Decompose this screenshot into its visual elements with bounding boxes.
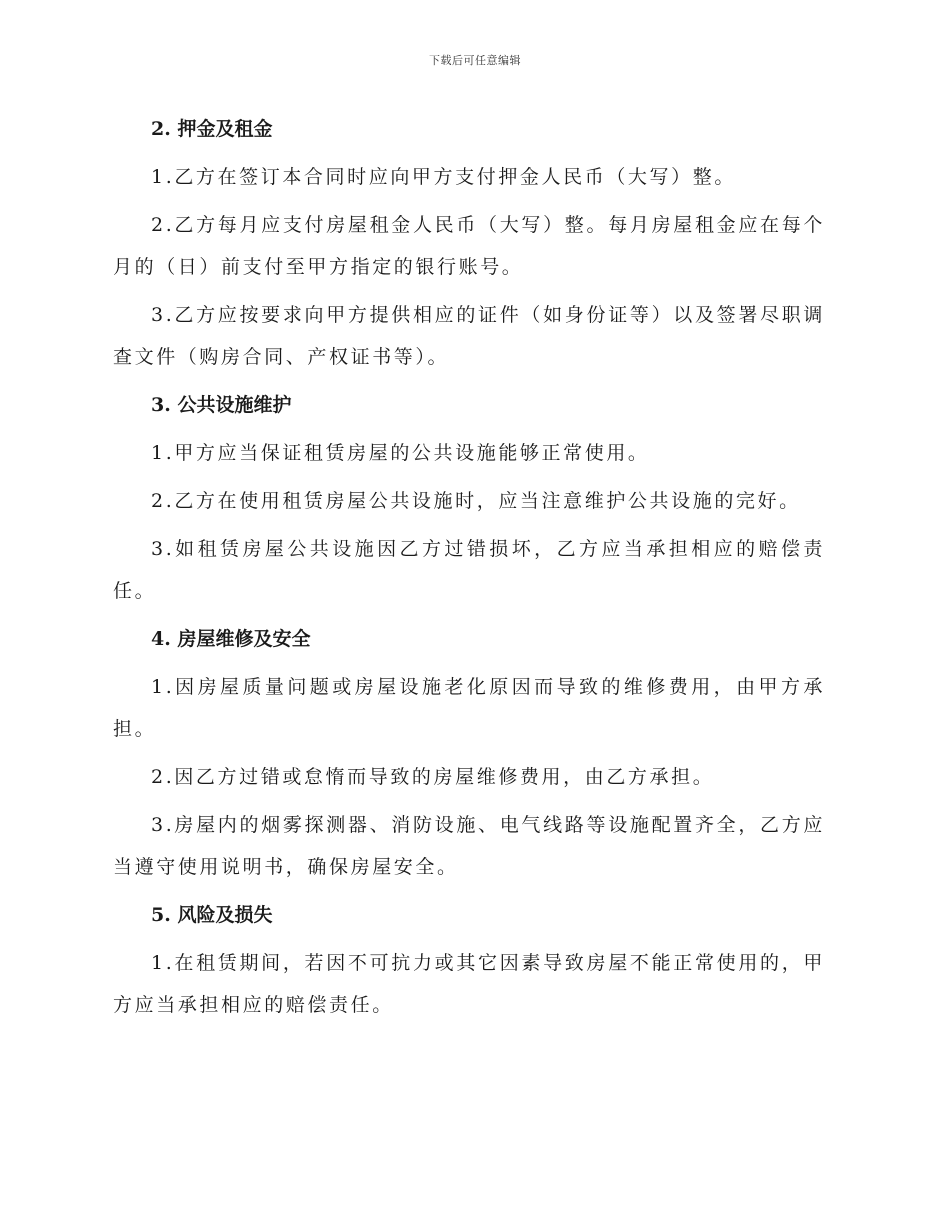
paragraph: 2.乙方在使用租赁房屋公共设施时，应当注意维护公共设施的完好。 bbox=[151, 490, 801, 512]
section-repair-and-safety bbox=[113, 618, 825, 888]
page-header: 下载后可任意编辑 bbox=[429, 54, 521, 67]
document-body bbox=[113, 108, 825, 1032]
section-deposit-and-rent bbox=[113, 108, 825, 378]
paragraph: 1.甲方应当保证租赁房屋的公共设施能够正常使用。 bbox=[151, 442, 650, 464]
paragraph: 1.在租赁期间，若因不可抗力或其它因素导致房屋不能正常使用的，甲方应当承担相应的赔偿责任。 bbox=[113, 952, 825, 1016]
section-heading: 5. 风险及损失 bbox=[151, 904, 273, 926]
paragraph: 1.乙方在签订本合同时应向甲方支付押金人民币（大写）整。 bbox=[151, 166, 736, 188]
paragraph: 3.房屋内的烟雾探测器、消防设施、电气线路等设施配置齐全，乙方应当遵守使用说明书，确保房屋安全。 bbox=[113, 814, 825, 878]
section-public-facilities bbox=[113, 384, 825, 612]
paragraph: 3.如租赁房屋公共设施因乙方过错损坏，乙方应当承担相应的赔偿责任。 bbox=[113, 538, 825, 602]
section-heading: 2. 押金及租金 bbox=[151, 118, 273, 140]
paragraph: 2.因乙方过错或怠惰而导致的房屋维修费用，由乙方承担。 bbox=[151, 766, 715, 788]
paragraph: 3.乙方应按要求向甲方提供相应的证件（如身份证等）以及签署尽职调查文件（购房合同、产权证书等）。 bbox=[113, 304, 825, 368]
paragraph: 1.因房屋质量问题或房屋设施老化原因而导致的维修费用，由甲方承担。 bbox=[113, 676, 825, 740]
section-risk-and-loss bbox=[113, 894, 825, 1026]
section-heading: 3. 公共设施维护 bbox=[151, 394, 292, 416]
section-heading: 4. 房屋维修及安全 bbox=[151, 628, 311, 650]
paragraph: 2.乙方每月应支付房屋租金人民币（大写）整。每月房屋租金应在每个月的（日）前支付至甲方指定的银行账号。 bbox=[113, 214, 825, 278]
